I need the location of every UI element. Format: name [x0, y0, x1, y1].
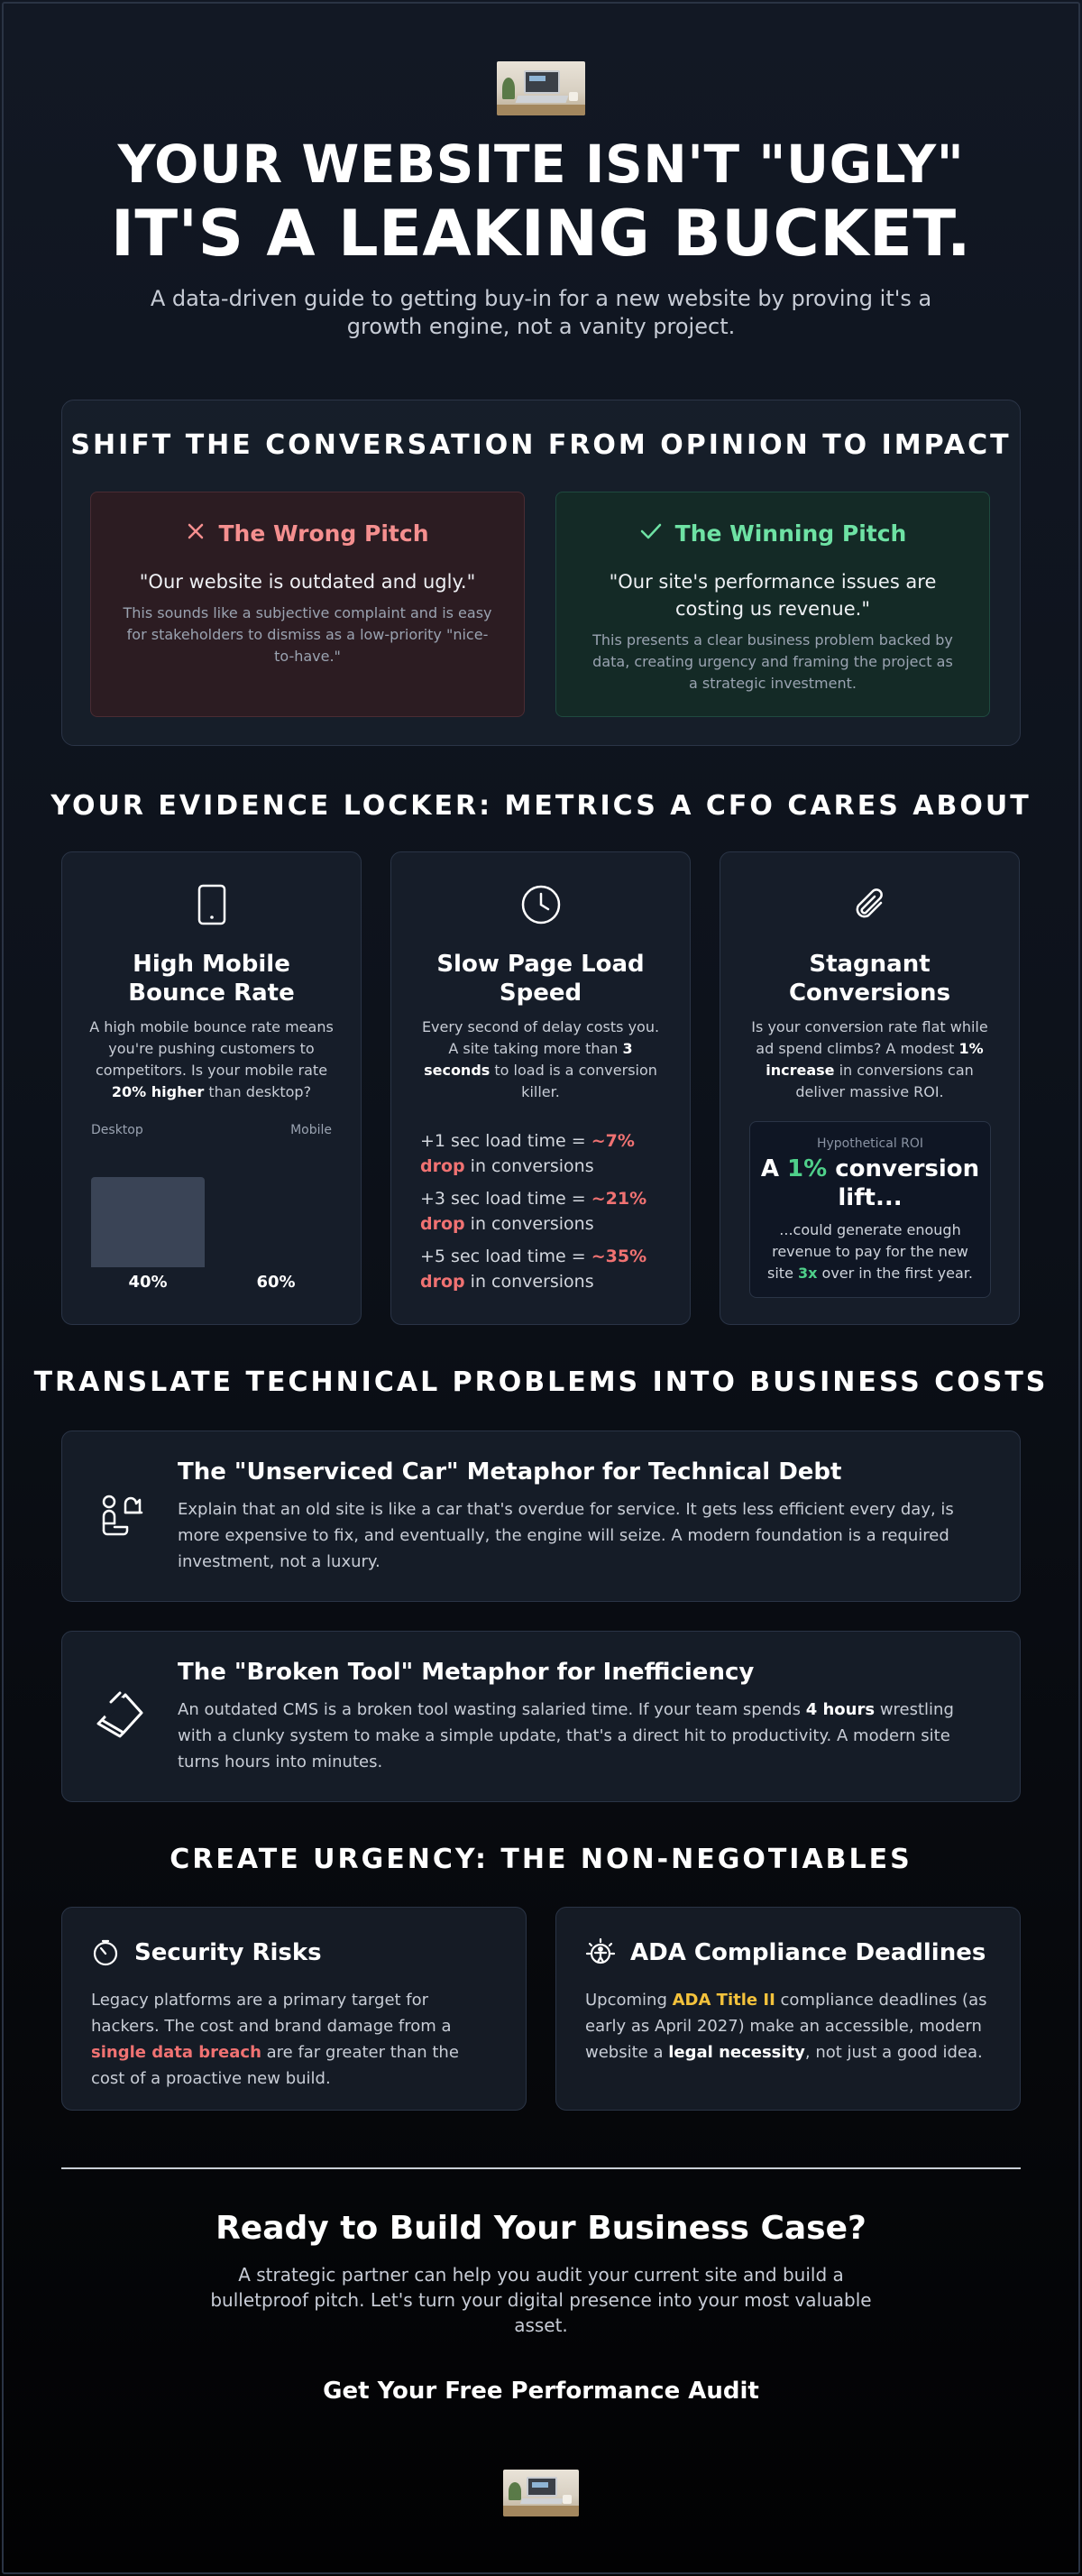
winning-pitch-quote: "Our site's performance issues are costing us revenue." — [609, 571, 937, 620]
evidence-title: YOUR EVIDENCE LOCKER: METRICS A CFO CARES ABOUT — [50, 790, 1032, 822]
mechanic-icon — [95, 1487, 149, 1541]
desktop-bar — [91, 1177, 205, 1267]
hero-title-line1: YOUR WEBSITE ISN'T "UGLY" — [117, 133, 965, 195]
translate-title: TRANSLATE TECHNICAL PROBLEMS INTO BUSINESS COSTS — [33, 1366, 1049, 1398]
wrong-pitch-quote: "Our website is outdated and ugly." — [139, 571, 476, 593]
load-time-line-2: +3 sec load time = ~21% drop in conversions — [420, 1189, 647, 1234]
paperclip-icon — [747, 881, 992, 928]
page-speed-card — [390, 851, 691, 1325]
check-icon — [639, 520, 663, 547]
winning-pitch-text: This presents a clear business problem backed by data, creating urgency and framing the project as a strategic investment. — [592, 631, 953, 692]
bounce-rate-card — [61, 851, 362, 1325]
ada-compliance-text: Upcoming ADA Title II compliance deadlines (as early as April 2027) make an accessible, modern website a legal necessity, not just a good idea. — [585, 1991, 987, 2062]
bounce-rate-title: High Mobile Bounce Rate — [128, 951, 295, 1007]
hero-title-line2: IT'S A LEAKING BUCKET. — [110, 197, 972, 271]
page-speed-title: Slow Page Load Speed — [436, 951, 645, 1007]
security-risks-text: Legacy platforms are a primary target for hackers. The cost and brand damage from a single data breach are far greater than the cost of a proactive new build. — [91, 1991, 459, 2088]
broken-tool-title: The "Broken Tool" Metaphor for Inefficiency — [178, 1659, 755, 1686]
winning-pitch-card — [555, 492, 990, 717]
security-risks-title: Security Risks — [134, 1939, 322, 1966]
urgency-title: CREATE URGENCY: THE NON-NEGOTIABLES — [170, 1844, 912, 1875]
divider — [61, 2167, 1021, 2169]
broken-tool-text: An outdated CMS is a broken tool wasting salaried time. If your team spends 4 hours wrestling with a clunky system to make a simple update, that's a direct hit to productivity. A modern site turns hours into minutes. — [178, 1700, 954, 1771]
smartphone-icon — [89, 881, 334, 928]
roi-label: Hypothetical ROI — [816, 1136, 924, 1151]
winning-pitch-heading: The Winning Pitch — [674, 520, 907, 547]
unserviced-car-text: Explain that an old site is like a car that's overdue for service. It gets less efficient every day, is more expensive to fix, and eventually, the engine will seize. A modern foundation is a required investment, not a luxury. — [178, 1500, 954, 1571]
footer-image — [503, 2470, 579, 2516]
ada-compliance-title: ADA Compliance Deadlines — [630, 1939, 986, 1966]
desktop-value: 40% — [128, 1273, 168, 1292]
wrong-pitch-card — [90, 492, 525, 717]
hero-image — [497, 61, 585, 115]
bounce-rate-description: A high mobile bounce rate means you're pushing customers to competitors. Is your mobile rate 20% higher than desktop? — [89, 1018, 334, 1100]
conversions-description: Is your conversion rate flat while ad spend climbs? A modest 1% increase in conversions can deliver massive ROI. — [751, 1018, 988, 1100]
broken-tool-icon — [95, 1688, 149, 1742]
accessibility-icon — [585, 1937, 616, 1968]
timer-icon — [91, 1938, 120, 1967]
hero-subtitle: A data-driven guide to getting buy-in for a new website by proving it's a growth engine, not a vanity project. — [150, 286, 932, 339]
free-audit-button[interactable]: Get Your Free Performance Audit — [307, 2378, 775, 2405]
conversions-title: Stagnant Conversions — [788, 951, 951, 1007]
broken-tool-card — [61, 1631, 1021, 1802]
unserviced-car-card — [61, 1431, 1021, 1602]
conversions-card — [720, 851, 1020, 1325]
x-icon — [186, 520, 206, 547]
clock-icon — [418, 881, 663, 928]
page-speed-description: Every second of delay costs you. A site taking more than 3 seconds to load is a conversion killer. — [421, 1018, 660, 1100]
load-time-line-3: +5 sec load time = ~35% drop in conversions — [420, 1247, 647, 1292]
roi-detail: ...could generate enough revenue to pay for the new site 3x over in the first year. — [767, 1221, 973, 1282]
mobile-label: Mobile — [290, 1123, 332, 1137]
security-risks-card — [61, 1907, 527, 2111]
ada-compliance-card — [555, 1907, 1021, 2111]
bar-chart-labels — [91, 1123, 332, 1137]
mobile-value: 60% — [256, 1273, 296, 1292]
unserviced-car-title: The "Unserviced Car" Metaphor for Technical Debt — [178, 1458, 842, 1486]
roi-headline: A 1% conversion lift... — [760, 1155, 980, 1211]
shift-title: SHIFT THE CONVERSATION FROM OPINION TO IMPACT — [70, 429, 1012, 461]
roi-box — [749, 1121, 991, 1298]
cta-text: A strategic partner can help you audit your current site and build a bulletproof pitch. Let's turn your digital presence into your most valuable asset. — [210, 2264, 872, 2336]
wrong-pitch-heading: The Wrong Pitch — [218, 520, 429, 547]
desktop-label: Desktop — [91, 1123, 143, 1137]
wrong-pitch-text: This sounds like a subjective complaint and is easy for stakeholders to dismiss as a low-priority "nice-to-have." — [123, 604, 492, 665]
cta-title: Ready to Build Your Business Case? — [215, 2210, 867, 2247]
load-time-line-1: +1 sec load time = ~7% drop in conversions — [420, 1131, 635, 1176]
